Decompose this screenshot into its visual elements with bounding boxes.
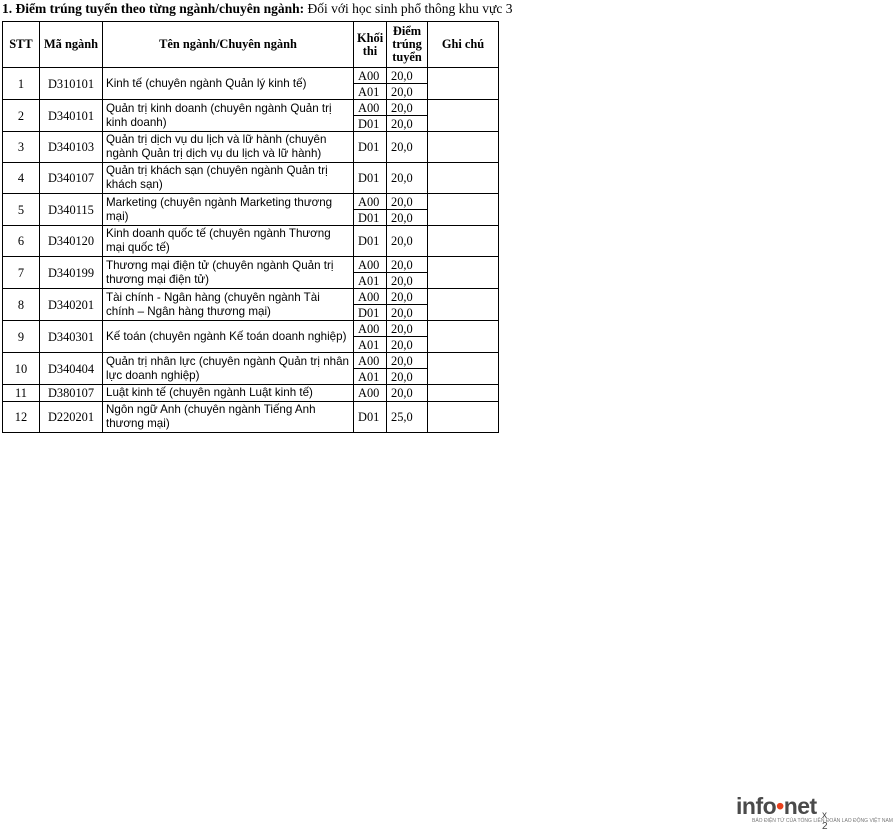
cell-note	[428, 100, 499, 132]
table-row	[3, 163, 499, 194]
cell-score: 20,0	[387, 84, 428, 100]
cell-stt: 9	[3, 321, 40, 353]
cell-score: 20,0	[387, 257, 428, 273]
cell-block: D01	[354, 226, 387, 257]
cell-score: 20,0	[387, 132, 428, 163]
cell-code: D340103	[40, 132, 103, 163]
cell-block: D01	[354, 163, 387, 194]
section-heading	[2, 1, 512, 17]
cell-block: A00	[354, 257, 387, 273]
cell-block: A01	[354, 84, 387, 100]
cell-note	[428, 353, 499, 385]
cell-code: D340201	[40, 289, 103, 321]
cell-stt: 10	[3, 353, 40, 385]
cell-score: 20,0	[387, 353, 428, 369]
cell-stt: 8	[3, 289, 40, 321]
cell-code: D340404	[40, 353, 103, 385]
cell-block: D01	[354, 305, 387, 321]
cell-note	[428, 257, 499, 289]
cell-stt: 3	[3, 132, 40, 163]
table-row	[3, 257, 499, 273]
heading-rest: Đối với học sinh phổ thông khu vực 3	[304, 1, 513, 16]
cell-name: Marketing (chuyên ngành Marketing thương mại)	[103, 194, 354, 226]
cell-name: Kinh doanh quốc tế (chuyên ngành Thương mại quốc tế)	[103, 226, 354, 257]
cell-stt: 12	[3, 402, 40, 433]
cell-note	[428, 321, 499, 353]
cell-name: Quản trị kinh doanh (chuyên ngành Quản trị kinh doanh)	[103, 100, 354, 132]
cell-stt: 11	[3, 385, 40, 402]
cell-note	[428, 194, 499, 226]
cell-stt: 7	[3, 257, 40, 289]
cell-block: D01	[354, 402, 387, 433]
cell-code: D340101	[40, 100, 103, 132]
table-row	[3, 289, 499, 305]
cell-note	[428, 132, 499, 163]
cell-stt: 4	[3, 163, 40, 194]
cell-score: 20,0	[387, 210, 428, 226]
cell-code: D380107	[40, 385, 103, 402]
header-code: Mã ngành	[40, 22, 103, 68]
admission-score-table	[2, 21, 499, 433]
cell-name: Quản trị dịch vụ du lịch và lữ hành (chuyên ngành Quản trị dịch vụ du lịch và lữ hành)	[103, 132, 354, 163]
cell-code: D340107	[40, 163, 103, 194]
watermark-logo: info•net	[736, 793, 817, 819]
table-body	[3, 68, 499, 433]
cell-code: D310101	[40, 68, 103, 100]
cell-score: 20,0	[387, 305, 428, 321]
cell-name: Quản trị nhân lực (chuyên ngành Quản trị nhân lực doanh nghiệp)	[103, 353, 354, 385]
cell-score: 20,0	[387, 289, 428, 305]
cell-name: Thương mại điện tử (chuyên ngành Quản trị thương mại điện tử)	[103, 257, 354, 289]
cell-block: A00	[354, 100, 387, 116]
cell-code: D340301	[40, 321, 103, 353]
cell-block: A01	[354, 273, 387, 289]
cell-score: 20,0	[387, 226, 428, 257]
table-row	[3, 194, 499, 210]
cell-name: Quản trị khách sạn (chuyên ngành Quản trị khách sạn)	[103, 163, 354, 194]
cell-code: D220201	[40, 402, 103, 433]
cell-score: 20,0	[387, 194, 428, 210]
cell-name: Tài chính - Ngân hàng (chuyên ngành Tài chính – Ngân hàng thương mại)	[103, 289, 354, 321]
table-row	[3, 226, 499, 257]
cell-score: 20,0	[387, 337, 428, 353]
heading-bold: 1. Điểm trúng tuyển theo từng ngành/chuyên ngành:	[2, 1, 305, 16]
cell-score: 20,0	[387, 116, 428, 132]
cell-score: 20,0	[387, 100, 428, 116]
header-score: Điểm trúng tuyển	[387, 22, 428, 68]
header-name: Tên ngành/Chuyên ngành	[103, 22, 354, 68]
cell-block: A00	[354, 385, 387, 402]
cell-block: A00	[354, 194, 387, 210]
cell-block: A00	[354, 68, 387, 84]
header-stt: STT	[3, 22, 40, 68]
cell-block: D01	[354, 210, 387, 226]
cell-name: Luật kinh tế (chuyên ngành Luật kinh tế)	[103, 385, 354, 402]
cell-block: A00	[354, 353, 387, 369]
cell-score: 20,0	[387, 385, 428, 402]
table-row	[3, 68, 499, 84]
watermark-multiplier: x 2	[822, 810, 828, 832]
cell-code: D340199	[40, 257, 103, 289]
cell-stt: 2	[3, 100, 40, 132]
cell-block: D01	[354, 132, 387, 163]
cell-code: D340120	[40, 226, 103, 257]
infonet-watermark	[360, 396, 893, 832]
cell-note	[428, 226, 499, 257]
cell-block: D01	[354, 116, 387, 132]
cell-name: Kế toán (chuyên ngành Kế toán doanh nghiệp)	[103, 321, 354, 353]
cell-score: 20,0	[387, 68, 428, 84]
table-row	[3, 321, 499, 337]
cell-score: 20,0	[387, 163, 428, 194]
cell-stt: 6	[3, 226, 40, 257]
watermark-tagline: BÁO ĐIỆN TỬ CỦA TỔNG LIÊN ĐOÀN LAO ĐỘNG VIỆT NAM	[752, 818, 893, 824]
cell-block: A00	[354, 321, 387, 337]
cell-code: D340115	[40, 194, 103, 226]
cell-stt: 1	[3, 68, 40, 100]
cell-stt: 5	[3, 194, 40, 226]
table-header-row	[3, 22, 499, 68]
cell-block: A01	[354, 337, 387, 353]
cell-name: Kinh tế (chuyên ngành Quản lý kinh tế)	[103, 68, 354, 100]
cell-block: A01	[354, 369, 387, 385]
cell-note	[428, 163, 499, 194]
header-note: Ghi chú	[428, 22, 499, 68]
cell-score: 20,0	[387, 273, 428, 289]
table-row	[3, 132, 499, 163]
cell-block: A00	[354, 289, 387, 305]
header-block: Khối thi	[354, 22, 387, 68]
table-row	[3, 353, 499, 369]
cell-score: 25,0	[387, 402, 428, 433]
cell-score: 20,0	[387, 369, 428, 385]
cell-note	[428, 289, 499, 321]
cell-name: Ngôn ngữ Anh (chuyên ngành Tiếng Anh thương mại)	[103, 402, 354, 433]
cell-note	[428, 68, 499, 100]
cell-score: 20,0	[387, 321, 428, 337]
table-row	[3, 100, 499, 116]
